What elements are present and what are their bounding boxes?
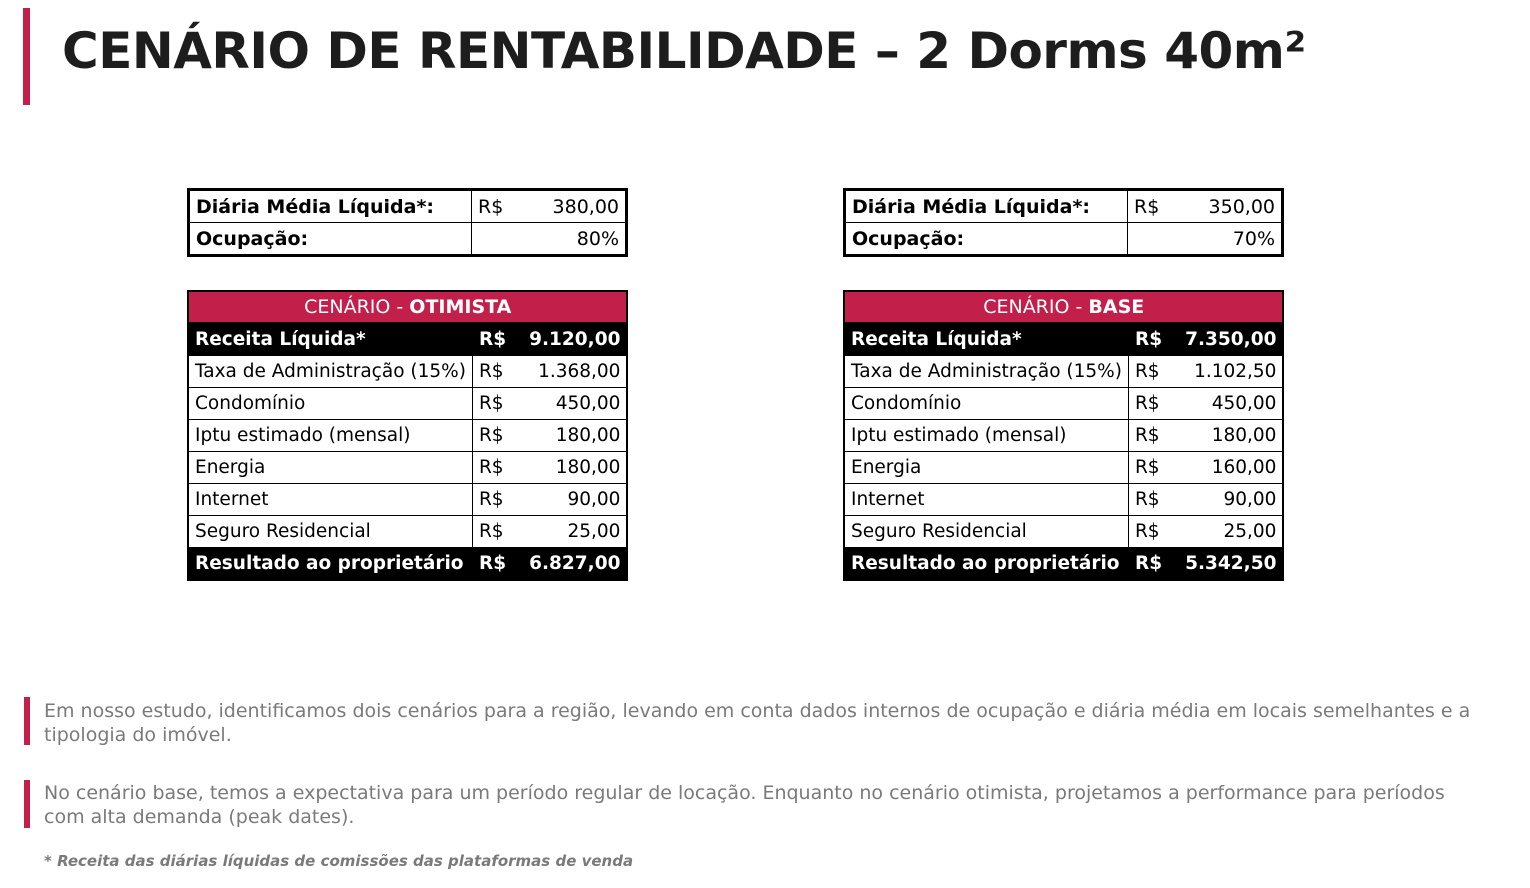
row-value: 450,00 (522, 388, 627, 420)
scenario-header-prefix: CENÁRIO - (983, 296, 1089, 318)
base-scenario-table (843, 290, 1284, 581)
diaria-label: Diária Média Líquida*: (189, 190, 472, 223)
row-value: 160,00 (1178, 452, 1283, 484)
row-label: Iptu estimado (mensal) (844, 420, 1128, 452)
row-value: 25,00 (1178, 516, 1283, 548)
row-value: 450,00 (1178, 388, 1283, 420)
row-label: Taxa de Administração (15%) (188, 356, 472, 388)
base-params-table (843, 188, 1284, 257)
row-label: Receita Líquida* (844, 323, 1128, 356)
row-label: Seguro Residencial (188, 516, 472, 548)
scenario-header-row (188, 291, 627, 323)
row-currency: R$ (472, 356, 522, 388)
ocupacao-label: Ocupação: (845, 223, 1128, 256)
row-currency: R$ (1128, 452, 1178, 484)
note-accent-bar (24, 697, 30, 745)
scenario-header-row (844, 291, 1283, 323)
expense-row (188, 388, 627, 420)
scenario-header-name: OTIMISTA (409, 296, 512, 318)
otimista-scenario-table (187, 290, 628, 581)
row-label: Condomínio (188, 388, 472, 420)
scenario-header (844, 291, 1283, 323)
row-value: 7.350,00 (1178, 323, 1283, 356)
row-label: Resultado ao proprietário (188, 548, 472, 581)
expense-row (844, 356, 1283, 388)
expense-row (844, 516, 1283, 548)
row-label: Iptu estimado (mensal) (188, 420, 472, 452)
expense-row (188, 516, 627, 548)
expense-row (844, 452, 1283, 484)
base-ocupacao-row (845, 223, 1283, 256)
receita-row (188, 323, 627, 356)
row-value: 1.102,50 (1178, 356, 1283, 388)
row-currency: R$ (472, 516, 522, 548)
row-label: Taxa de Administração (15%) (844, 356, 1128, 388)
note-paragraph: No cenário base, temos a expectativa para um período regular de locação. Enquanto no cenário otimista, projetamos a performance para períodos com alta demanda (peak dates). (44, 782, 1445, 828)
ocupacao-value: 80% (472, 223, 627, 256)
row-label: Receita Líquida* (188, 323, 472, 356)
row-value: 1.368,00 (522, 356, 627, 388)
row-value: 180,00 (522, 420, 627, 452)
expense-row (844, 420, 1283, 452)
diaria-value: 380,00 (522, 190, 627, 223)
expense-row (188, 484, 627, 516)
scenario-header-prefix: CENÁRIO - (304, 296, 410, 318)
row-currency: R$ (1128, 388, 1178, 420)
row-label: Resultado ao proprietário (844, 548, 1128, 581)
expense-row (188, 420, 627, 452)
resultado-row (844, 548, 1283, 581)
expense-row (844, 484, 1283, 516)
title-accent-bar (23, 8, 30, 105)
diaria-currency: R$ (1128, 190, 1178, 223)
row-value: 5.342,50 (1178, 548, 1283, 581)
resultado-row (188, 548, 627, 581)
diaria-currency: R$ (472, 190, 522, 223)
row-value: 180,00 (522, 452, 627, 484)
row-label: Energia (188, 452, 472, 484)
row-currency: R$ (1128, 516, 1178, 548)
ocupacao-value: 70% (1128, 223, 1283, 256)
row-value: 25,00 (522, 516, 627, 548)
row-currency: R$ (1128, 484, 1178, 516)
row-value: 90,00 (1178, 484, 1283, 516)
row-label: Internet (188, 484, 472, 516)
row-currency: R$ (472, 484, 522, 516)
row-label: Energia (844, 452, 1128, 484)
row-currency: R$ (1128, 420, 1178, 452)
scenario-rows (844, 323, 1283, 580)
row-currency: R$ (472, 420, 522, 452)
note-paragraph: Em nosso estudo, identificamos dois cenários para a região, levando em conta dados internos de ocupação e diária média em locais semelhantes e a tipologia do imóvel. (44, 700, 1471, 746)
row-label: Seguro Residencial (844, 516, 1128, 548)
scenario-header-name: BASE (1088, 296, 1145, 318)
footnote: * Receita das diárias líquidas de comissões das plataformas de venda (44, 852, 634, 870)
scenario-rows (188, 323, 627, 580)
row-currency: R$ (472, 452, 522, 484)
row-value: 9.120,00 (522, 323, 627, 356)
row-label: Condomínio (844, 388, 1128, 420)
base-diaria-row (845, 190, 1283, 223)
note-accent-bar (24, 780, 30, 828)
row-value: 90,00 (522, 484, 627, 516)
receita-row (844, 323, 1283, 356)
expense-row (188, 356, 627, 388)
otimista-diaria-row (189, 190, 627, 223)
scenario-header (188, 291, 627, 323)
ocupacao-label: Ocupação: (189, 223, 472, 256)
otimista-params-table (187, 188, 628, 257)
row-currency: R$ (472, 548, 522, 581)
diaria-value: 350,00 (1178, 190, 1283, 223)
row-value: 6.827,00 (522, 548, 627, 581)
row-currency: R$ (1128, 548, 1178, 581)
diaria-label: Diária Média Líquida*: (845, 190, 1128, 223)
expense-row (188, 452, 627, 484)
otimista-ocupacao-row (189, 223, 627, 256)
page-title: CENÁRIO DE RENTABILIDADE – 2 Dorms 40m² (62, 22, 1306, 80)
expense-row (844, 388, 1283, 420)
row-value: 180,00 (1178, 420, 1283, 452)
row-currency: R$ (472, 388, 522, 420)
row-label: Internet (844, 484, 1128, 516)
row-currency: R$ (1128, 356, 1178, 388)
row-currency: R$ (1128, 323, 1178, 356)
row-currency: R$ (472, 323, 522, 356)
